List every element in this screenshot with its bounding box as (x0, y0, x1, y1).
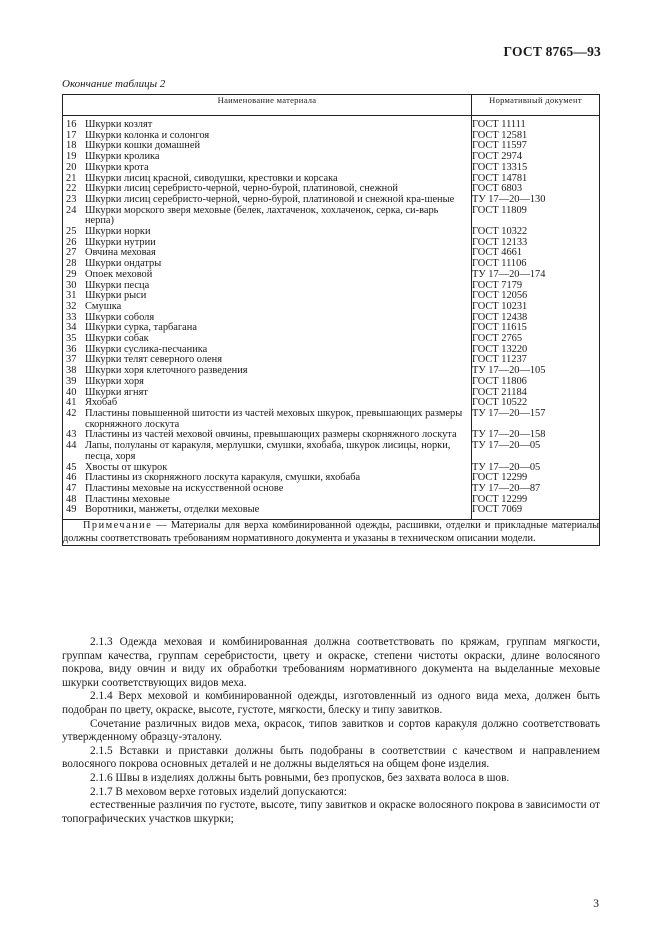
material-name: Шкурки суслика-песчаника (85, 343, 208, 355)
normative-document: ГОСТ 12299 (472, 495, 600, 506)
row-number: 47 (66, 482, 77, 494)
material-cell (63, 441, 472, 462)
row-number: 44 (66, 440, 77, 452)
normative-document: ГОСТ 12056 (472, 291, 600, 302)
table-row (63, 270, 600, 281)
material-cell (63, 409, 472, 430)
material-cell (63, 377, 472, 388)
normative-document: ТУ 17—20—05 (472, 463, 600, 474)
table-row (63, 163, 600, 174)
material-name: Шкурки ондатры (85, 258, 162, 270)
material-name: Шкурки хоря клеточного разведения (85, 365, 248, 377)
row-number: 22 (66, 183, 77, 195)
row-number: 28 (66, 258, 77, 270)
row-number: 16 (66, 119, 77, 130)
row-number: 35 (66, 333, 77, 345)
normative-document: ТУ 17—20—05 (472, 441, 600, 462)
material-name: Шкурки кролика (85, 151, 160, 163)
normative-document: ГОСТ 11809 (472, 206, 600, 227)
material-cell (63, 206, 472, 227)
row-number: 46 (66, 472, 77, 484)
normative-document: ГОСТ 21184 (472, 388, 600, 399)
row-number: 49 (66, 504, 77, 516)
material-name: Шкурки рыси (85, 290, 147, 302)
row-number: 26 (66, 236, 77, 248)
normative-document: ГОСТ 7069 (472, 505, 600, 519)
normative-document: ТУ 17—20—87 (472, 484, 600, 495)
row-number: 48 (66, 493, 77, 505)
row-number: 40 (66, 386, 77, 398)
normative-document: ГОСТ 10522 (472, 398, 600, 409)
material-name: Лапы, полуланы от каракуля, мерлушки, смушки, яхобаба, шкурок лисицы, норки, песца, хоря (85, 440, 451, 462)
normative-document: ТУ 17—20—157 (472, 409, 600, 430)
table-caption: Окончание таблицы 2 (62, 78, 166, 90)
page-number: 3 (593, 898, 599, 910)
row-number: 21 (66, 172, 77, 184)
table-row (63, 377, 600, 388)
row-number: 23 (66, 193, 77, 205)
material-name: Шкурки козлят (85, 119, 153, 130)
note-label: Примечание (83, 520, 153, 532)
material-cell (63, 163, 472, 174)
paragraph: 2.1.6 Швы в изделиях должны быть ровными, без пропусков, без захвата волоса в шов. (90, 771, 510, 784)
material-name: Шкурки песца (85, 279, 150, 291)
row-number: 39 (66, 375, 77, 387)
row-number: 33 (66, 311, 77, 323)
material-name: Пластины из скорняжного лоскута каракуля, смушки, яхобаба (85, 472, 361, 484)
paragraph: Сочетание различных видов меха, окрасок, типов завитков и сортов каракуля должно соответствовать утвержденному образцу-эталону. (62, 717, 600, 744)
row-number: 38 (66, 365, 77, 377)
material-name: Шкурки соболя (85, 311, 155, 323)
row-number: 34 (66, 322, 77, 334)
row-number: 27 (66, 247, 77, 259)
normative-document: ГОСТ 12438 (472, 313, 600, 324)
material-name: Шкурки кошки домашней (85, 140, 201, 152)
normative-document: ТУ 17—20—105 (472, 366, 600, 377)
material-name: Шкурки морского зверя меховые (белек, лахтаченок, хохлаченок, серка, си-варь нерпа) (85, 204, 439, 227)
normative-document: ГОСТ 11111 (472, 116, 600, 131)
document-header: ГОСТ 8765—93 (503, 44, 601, 59)
normative-document: ГОСТ 11806 (472, 377, 600, 388)
material-cell (63, 388, 472, 399)
normative-document: ГОСТ 6803 (472, 184, 600, 195)
paragraph: 2.1.5 Вставки и приставки должны быть подобраны в соответствии с качеством и направлением волосяного покрова основных деталей и не должны выделяться на общем фоне изделия. (62, 744, 600, 771)
material-name: Пластины меховые (85, 493, 170, 505)
table-row (63, 484, 600, 495)
material-name: Пластины из частей меховой овчины, превышающих размеры скорняжного лоскута (85, 429, 457, 441)
material-name: Овчина меховая (85, 247, 156, 259)
material-name: Шкурки хоря (85, 375, 144, 387)
row-number: 20 (66, 161, 77, 173)
table-row (63, 206, 600, 227)
row-number: 25 (66, 226, 77, 238)
material-cell (63, 484, 472, 495)
material-cell (63, 116, 472, 131)
material-name: Пластины повышенной шитости из частей меховых шкурок, превышающих размеры скорняжного лоскута (85, 407, 463, 430)
table-row (63, 116, 600, 131)
material-name: Шкурки крота (85, 161, 149, 173)
material-name: Шкурки лисиц серебристо-черной, черно-бурой, платиновой, снежной (85, 183, 398, 195)
row-number: 32 (66, 300, 77, 312)
row-number: 30 (66, 279, 77, 291)
materials-table (62, 94, 600, 546)
column-header-document: Нормативный документ (472, 95, 600, 116)
normative-document: ГОСТ 12299 (472, 473, 600, 484)
table-note (63, 520, 600, 546)
normative-document: ТУ 17—20—174 (472, 270, 600, 281)
normative-document: ГОСТ 12581 (472, 131, 600, 142)
table-row (63, 409, 600, 430)
normative-document: ГОСТ 11597 (472, 141, 600, 152)
material-name: Шкурки сурка, тарбагана (85, 322, 197, 334)
table-body (63, 116, 600, 520)
paragraph: 2.1.4 Верх меховой и комбинированной одежды, изготовленный из одного вида меха, должен быть подобран по цвету, окраске, высоте, густоте, мягкости, блеску и типу завитков. (62, 690, 600, 716)
normative-document: ГОСТ 13220 (472, 345, 600, 356)
normative-document: ГОСТ 12133 (472, 238, 600, 249)
material-name: Опоек меховой (85, 268, 153, 280)
material-name: Шкурки лисиц серебристо-черной, черно-бурой, платиновой и снежной кра-шеные (85, 193, 455, 205)
normative-document: ГОСТ 2765 (472, 334, 600, 345)
row-number: 41 (66, 397, 77, 409)
normative-document: ГОСТ 7179 (472, 281, 600, 292)
material-name: Пластины меховые на искусственной основе (85, 482, 284, 494)
row-number: 29 (66, 268, 77, 280)
row-number: 24 (66, 204, 77, 216)
material-name: Яхобаб (85, 397, 118, 409)
row-number: 37 (66, 354, 77, 366)
row-number: 45 (66, 461, 77, 473)
normative-document: ГОСТ 11237 (472, 355, 600, 366)
row-number: 36 (66, 343, 77, 355)
row-number: 19 (66, 151, 77, 163)
material-name: Шкурки норки (85, 226, 151, 238)
paragraph: естественные различия по густоте, высоте, типу завитков и окраске волосяного покрова в зависимости от топографических участков шкурки; (62, 799, 600, 825)
column-header-material: Наименование материала (63, 95, 472, 116)
normative-document: ТУ 17—20—158 (472, 430, 600, 441)
paragraph: 2.1.7 В меховом верхе готовых изделий допускаются: (90, 785, 347, 798)
material-name: Шкурки телят северного оленя (85, 354, 222, 366)
normative-document: ГОСТ 11615 (472, 323, 600, 334)
paragraph: 2.1.3 Одежда меховая и комбинированная должна соответствовать по кряжам, группам мягкости, группам качества, группам серебристости, цвету и окраске, степени чистоты окраски, длине волосяного покрова, виду овчин и виду их обработки требованиям нормативного документа на выделанные меховые шкурки соответствующих видов меха. (62, 636, 600, 689)
material-name: Шкурки собак (85, 333, 149, 345)
material-cell (63, 291, 472, 302)
material-cell (63, 270, 472, 281)
table-row (63, 441, 600, 462)
body-text (62, 636, 600, 826)
normative-document: ГОСТ 2974 (472, 152, 600, 163)
material-name: Шкурки нутрии (85, 236, 156, 248)
material-name: Шкурки лисиц красной, сиводушки, крестовки и корсака (85, 172, 338, 184)
note-text: — Материалы для верха комбинированной одежды, расшивки, отделки и прикладные материалы должны соответствовать требованиям нормативного документа и указаны в техническом описании модели. (63, 520, 599, 544)
normative-document: ГОСТ 4661 (472, 248, 600, 259)
row-number: 18 (66, 140, 77, 152)
row-number: 17 (66, 129, 77, 141)
normative-document: ТУ 17—20—130 (472, 195, 600, 206)
material-cell (63, 505, 472, 519)
material-name: Шкурки ягнят (85, 386, 148, 398)
material-name: Воротники, манжеты, отделки меховые (85, 504, 260, 516)
normative-document: ГОСТ 14781 (472, 174, 600, 185)
row-number: 43 (66, 429, 77, 441)
material-name: Смушка (85, 300, 122, 312)
normative-document: ГОСТ 10322 (472, 227, 600, 238)
normative-document: ГОСТ 13315 (472, 163, 600, 174)
material-name: Шкурки колонка и солонгоя (85, 129, 210, 141)
table-row (63, 505, 600, 519)
row-number: 31 (66, 290, 77, 302)
row-number: 42 (66, 407, 77, 419)
normative-document: ГОСТ 11106 (472, 259, 600, 270)
material-name: Хвосты от шкурок (85, 461, 168, 473)
normative-document: ГОСТ 10231 (472, 302, 600, 313)
